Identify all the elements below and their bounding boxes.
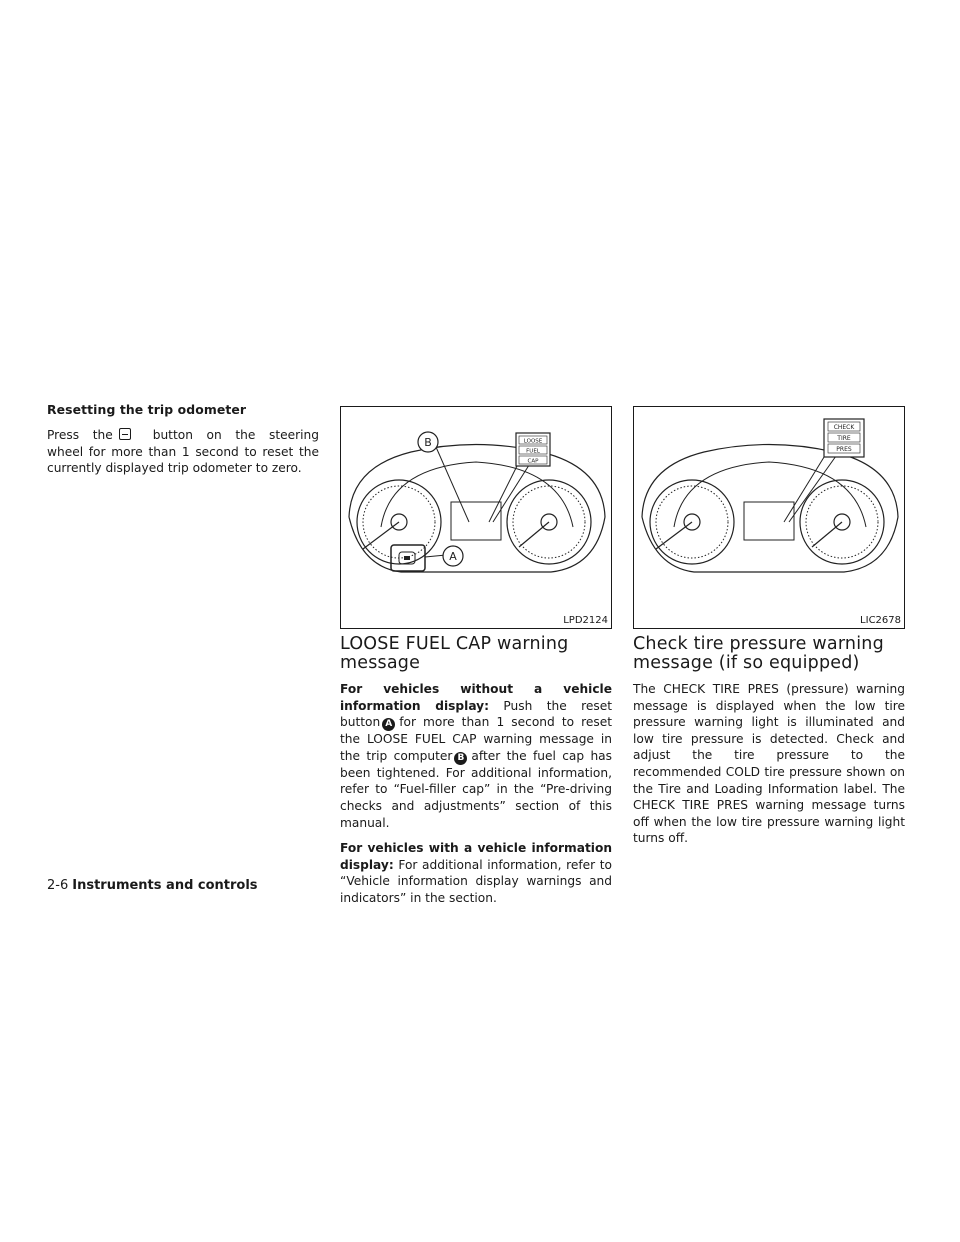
check-tire-pressure-figure <box>633 406 905 629</box>
cluster-illustration-loose-fuel-cap <box>341 407 611 628</box>
press-the-text: Press the <box>47 428 113 442</box>
para-lead: For vehicles with a vehicle information display: <box>340 841 612 872</box>
resetting-trip-odometer-heading: Resetting the trip odometer <box>47 402 247 417</box>
right-column <box>633 406 905 847</box>
check-tire-pressure-heading: Check tire pressure warning message (if so equipped) <box>633 634 884 673</box>
section-title: Instruments and controls <box>72 878 258 893</box>
callout-b-label: B <box>424 436 432 449</box>
middle-column <box>340 406 612 907</box>
screen-line-1: LOOSE <box>523 438 543 445</box>
check-tire-pressure-para: The CHECK TIRE PRES (pressure) warning message is displayed when the low tire pressure warning light is illuminated and low tire pressure is detected. Check and adjust the tire pressure to the recommended COLD tire pressure shown on the Tire and Loading Information label. The CHECK TIRE PRES warning message turns off when the low tire pressure warning light turns off. <box>633 682 905 846</box>
screen-line-2: FUEL <box>526 448 540 455</box>
page-footer <box>47 878 258 893</box>
screen-line-2: TIRE <box>837 435 851 442</box>
callout-b-badge: B <box>454 752 467 765</box>
para-text: Push the reset button <box>340 698 613 730</box>
screen-line-3: PRES <box>836 446 852 453</box>
cluster-illustration-check-tire <box>634 407 904 628</box>
loose-fuel-cap-para-1 <box>340 681 612 831</box>
para-lead: For vehicles without a vehicle information display: <box>340 682 612 713</box>
para-text: for more than 1 second to reset the LOOSE FUEL CAP warning message in the trip computer <box>340 715 612 763</box>
loose-fuel-cap-heading: LOOSE FUEL CAP warning message <box>340 634 569 673</box>
para-text: For additional information, refer to “Vehicle information display warnings and indicators” in the section. <box>340 857 612 905</box>
reset-instruction-text: button on the steering wheel for more than 1 second to reset the currently displayed trip odometer to zero. <box>47 428 319 476</box>
callout-a-label: A <box>449 550 457 563</box>
screen-line-1: CHECK <box>833 424 855 431</box>
callout-a-badge: A <box>382 718 395 731</box>
figure-code: LPD2124 <box>563 615 608 626</box>
left-column <box>47 402 319 477</box>
loose-fuel-cap-para-2 <box>340 840 612 906</box>
screen-line-3: CAP <box>527 458 539 465</box>
resetting-trip-odometer-text <box>47 427 319 477</box>
figure-code: LIC2678 <box>860 615 901 626</box>
trip-reset-icon <box>119 428 131 440</box>
page-number: 2-6 <box>47 878 69 893</box>
para-text: after the fuel cap has been tightened. For additional information, refer to “Fuel-filler cap” in the “Pre-driving checks and adjustments” section of this manual. <box>340 748 612 830</box>
loose-fuel-cap-figure <box>340 406 612 629</box>
